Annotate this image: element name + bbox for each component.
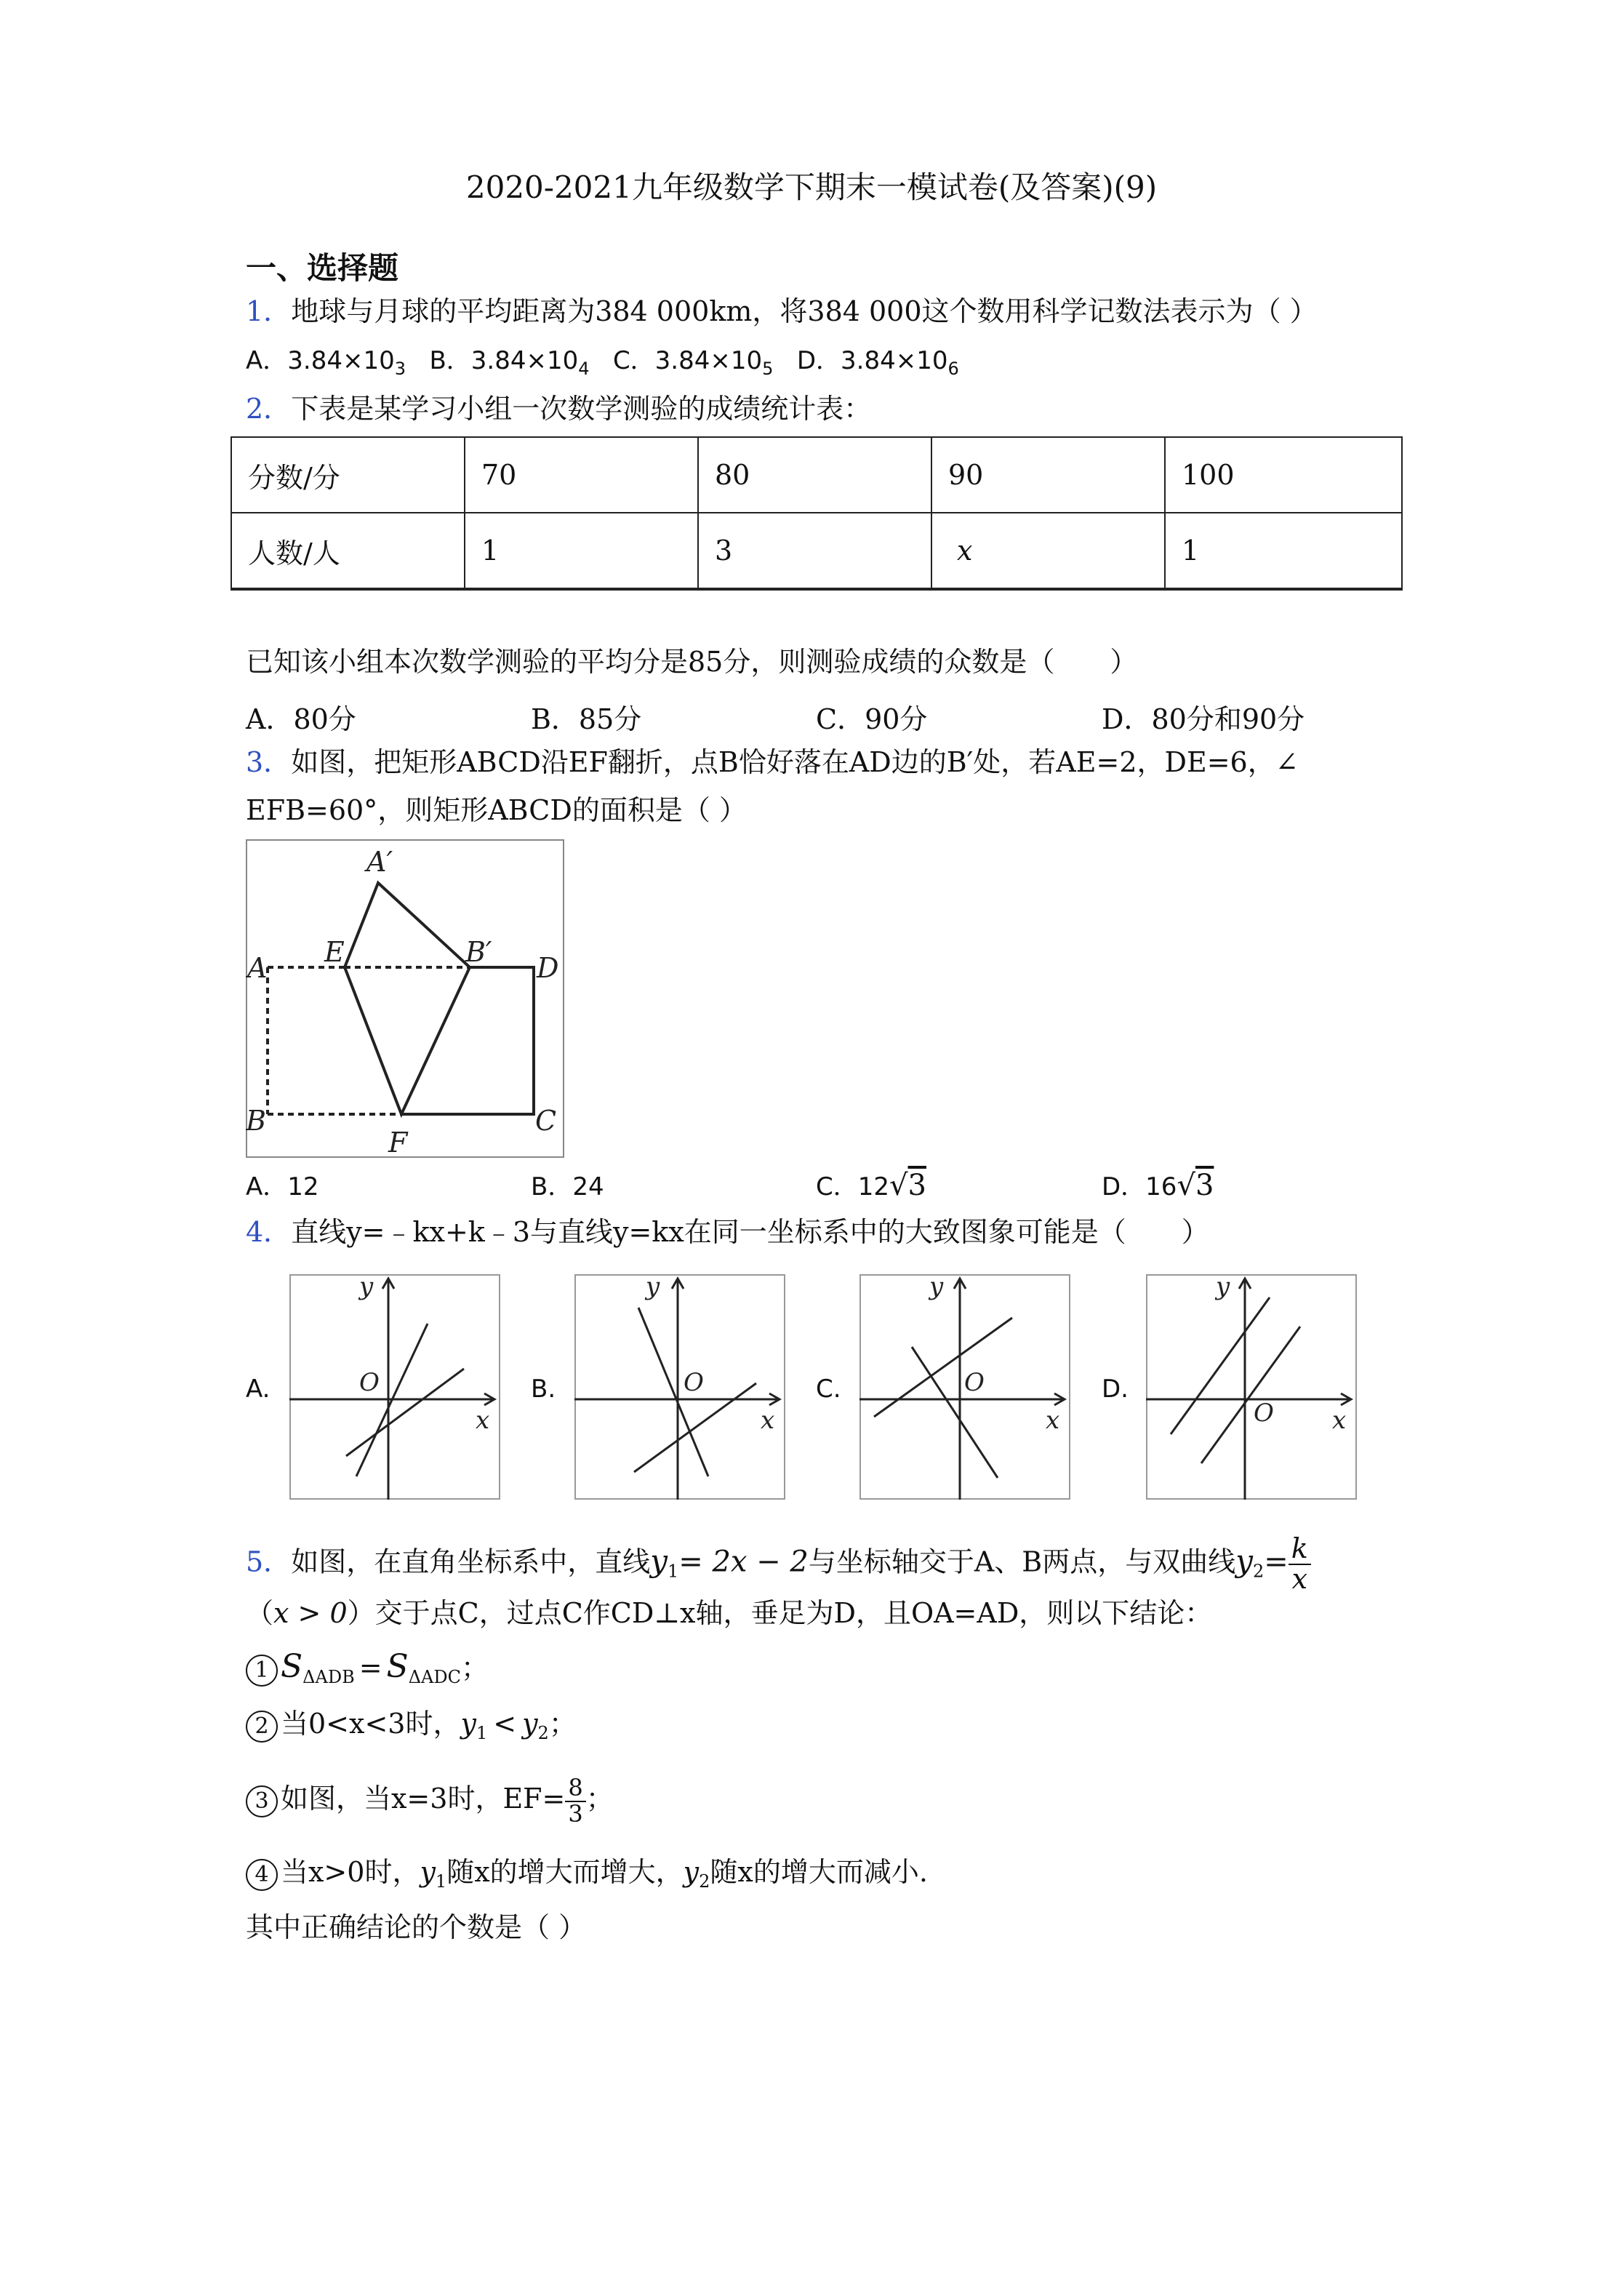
graph-a[interactable] xyxy=(289,1274,500,1500)
question-2 xyxy=(246,393,871,426)
table-cell: 90 xyxy=(931,437,1165,513)
q3-figure xyxy=(246,839,566,1159)
question-5-final: 其中正确结论的个数是（ ） xyxy=(246,1911,587,1943)
table-row xyxy=(231,513,1402,589)
line-2 xyxy=(1201,1327,1300,1463)
axis-label-y: y xyxy=(929,1274,944,1301)
graph-border xyxy=(290,1275,500,1499)
question-number: 3． xyxy=(246,746,292,778)
question-text: 直线y=﹣kx+k﹣3与直线y=kx在同一坐标系中的大致图象可能是（ ） xyxy=(291,1216,1209,1248)
line-1 xyxy=(912,1347,998,1478)
sqrt-icon: √3 xyxy=(889,1169,926,1202)
table-row xyxy=(231,437,1402,513)
circled-number-icon: 3 xyxy=(246,1785,278,1817)
option-b[interactable]: B. xyxy=(531,1375,556,1404)
conclusion-2: 2 当0<x<3时，$y_1 < y_2$； xyxy=(246,1708,577,1744)
question-1 xyxy=(246,295,1318,329)
circled-number-icon: 4 xyxy=(246,1859,278,1891)
label-d: D xyxy=(537,952,559,984)
question-5-line2: （x > 0）交于点C，过点C作CD⊥x轴，垂足为D，且OA=AD，则以下结论： xyxy=(246,1597,1213,1629)
table-cell: 1 xyxy=(465,513,698,589)
option-b[interactable]: B．$3.84\times 10_4$ xyxy=(429,346,590,379)
question-number: 1． xyxy=(246,295,292,327)
conclusion-3: 3 如图，当x=3时，EF= $\frac{8}{3}$ ； xyxy=(246,1776,614,1826)
conclusion-4: 4 当x>0时，$y_1$随x的增大而增大，$y_2$随x的增大而减小. xyxy=(246,1856,928,1892)
table-cell: 100 xyxy=(1165,437,1402,513)
axis-label-x: x xyxy=(476,1406,490,1435)
sqrt-icon: √3 xyxy=(1177,1169,1214,1202)
table-cell: 80 xyxy=(698,437,931,513)
option-b[interactable]: B．24 xyxy=(531,1172,604,1201)
graph-c[interactable] xyxy=(859,1274,1070,1500)
q2-condition: 已知该小组本次数学测验的平均分是85分，则测验成绩的众数是（ ） xyxy=(246,646,1138,678)
label-f: F xyxy=(388,1127,408,1159)
origin-label: O xyxy=(359,1368,380,1397)
option-c[interactable]: C．$3.84\times 10_5$ xyxy=(612,346,774,379)
question-text: 地球与月球的平均距离为384 000km，将384 000这个数用科学记数法表示为（ ） xyxy=(291,295,1318,327)
table-cell: 1 xyxy=(1165,513,1402,589)
question-number: 4． xyxy=(246,1216,292,1248)
table-cell: x xyxy=(931,513,1165,589)
axis-label-x: x xyxy=(1332,1406,1347,1435)
q1-options xyxy=(246,346,959,380)
graph-border xyxy=(1147,1275,1356,1499)
graph-b[interactable] xyxy=(574,1274,785,1500)
axis-label-x: x xyxy=(1046,1406,1060,1435)
option-c[interactable]: C．12√3 xyxy=(816,1169,926,1202)
axis-label-y: y xyxy=(646,1274,660,1301)
question-text: 下表是某学习小组一次数学测验的成绩统计表： xyxy=(291,393,872,425)
origin-label: O xyxy=(964,1368,985,1397)
option-a[interactable]: A．12 xyxy=(246,1172,319,1201)
page-title: 2020-2021九年级数学下期末一模试卷(及答案)(9) xyxy=(465,169,1158,205)
question-5: 5．如图，在直角坐标系中，直线$y_1= 2x - 2$与坐标轴交于A、B两点，与双曲线$y_2=$ $\frac{k}{x}$ xyxy=(246,1535,1311,1594)
option-a[interactable]: A．80分 xyxy=(246,703,356,735)
option-d[interactable]: D．16√3 xyxy=(1102,1169,1214,1202)
circled-number-icon: 1 xyxy=(246,1655,278,1687)
table-cell: 分数/分 xyxy=(231,437,465,513)
option-a[interactable]: A. xyxy=(246,1375,270,1404)
question-number: 5． xyxy=(246,1545,292,1578)
label-a: A xyxy=(247,952,268,984)
origin-label: O xyxy=(1254,1399,1274,1428)
question-number: 2． xyxy=(246,393,292,425)
origin-label: O xyxy=(684,1368,704,1397)
circled-number-icon: 2 xyxy=(246,1711,278,1743)
label-b: B xyxy=(246,1105,266,1137)
graph-border xyxy=(575,1275,785,1499)
table-cell: 3 xyxy=(698,513,931,589)
graph-d[interactable] xyxy=(1146,1274,1357,1500)
option-d[interactable]: D．$3.84\times 10_6$ xyxy=(796,346,959,379)
question-text: 如图，把矩形ABCD沿EF翻折，点B恰好落在AD边的B′处，若AE=2，DE=6，∠ xyxy=(291,746,1299,778)
question-3 xyxy=(246,746,1299,780)
question-4 xyxy=(246,1216,1209,1249)
segment-b-d-c-f xyxy=(401,967,534,1114)
question-3-line2: EFB=60°，则矩形ABCD的面积是（ ） xyxy=(246,794,747,826)
line-2 xyxy=(874,1318,1012,1417)
option-a[interactable]: A．$3.84\times 10_3$ xyxy=(246,346,406,379)
option-b[interactable]: B．85分 xyxy=(531,703,642,735)
option-d[interactable]: D．80分和90分 xyxy=(1102,703,1305,735)
section-heading: 一、选择题 xyxy=(246,250,399,286)
label-b-prime: B′ xyxy=(465,936,492,968)
score-table xyxy=(231,436,1403,591)
folded-quad xyxy=(345,883,470,1114)
option-c[interactable]: C．90分 xyxy=(816,703,928,735)
label-c: C xyxy=(535,1105,557,1137)
axis-label-x: x xyxy=(761,1406,775,1435)
option-d[interactable]: D. xyxy=(1102,1375,1129,1404)
conclusion-1: 1 $S_{\Delta ADB} = S_{\Delta ADC}$； xyxy=(246,1648,489,1688)
option-c[interactable]: C. xyxy=(816,1375,841,1404)
table-cell: 人数/人 xyxy=(231,513,465,589)
label-e: E xyxy=(324,936,345,968)
table-cell: 70 xyxy=(465,437,698,513)
label-a-prime: A′ xyxy=(366,846,393,878)
axis-label-y: y xyxy=(1216,1274,1230,1301)
axis-label-y: y xyxy=(359,1274,374,1301)
